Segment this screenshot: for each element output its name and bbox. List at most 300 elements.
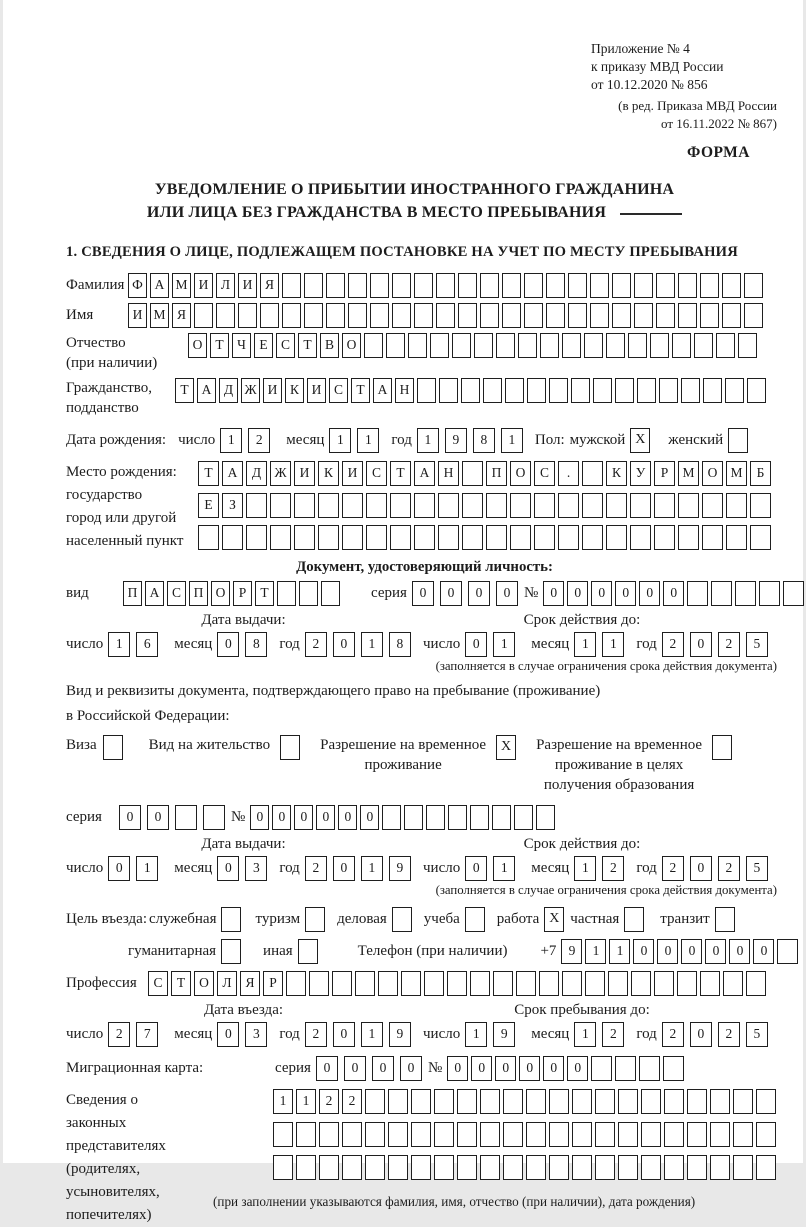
- char-cell[interactable]: 0: [217, 856, 239, 881]
- char-cell[interactable]: 1: [574, 1022, 596, 1047]
- female-checkbox[interactable]: [728, 428, 748, 453]
- char-cell[interactable]: С: [167, 581, 186, 606]
- char-cell[interactable]: [526, 1122, 546, 1147]
- char-cell[interactable]: [411, 1089, 431, 1114]
- char-cell[interactable]: У: [630, 461, 651, 486]
- char-cell[interactable]: [664, 1122, 684, 1147]
- char-cell[interactable]: [687, 581, 708, 606]
- char-cell[interactable]: [318, 493, 339, 518]
- char-cell[interactable]: [590, 273, 609, 298]
- char-cell[interactable]: С: [366, 461, 387, 486]
- purpose-transit-checkbox[interactable]: [715, 907, 735, 932]
- char-cell[interactable]: [486, 525, 507, 550]
- char-cell[interactable]: 1: [465, 1022, 487, 1047]
- char-cell[interactable]: Ф: [128, 273, 147, 298]
- char-cell[interactable]: 2: [718, 856, 740, 881]
- char-cell[interactable]: [461, 378, 480, 403]
- char-cell[interactable]: [260, 303, 279, 328]
- char-cell[interactable]: [382, 805, 401, 830]
- char-cell[interactable]: Л: [217, 971, 237, 996]
- char-cell[interactable]: 1: [136, 856, 158, 881]
- char-cell[interactable]: [496, 333, 515, 358]
- char-cell[interactable]: [273, 1122, 293, 1147]
- char-cell[interactable]: [222, 525, 243, 550]
- purpose-business-checkbox[interactable]: [392, 907, 412, 932]
- char-cell[interactable]: 8: [245, 632, 267, 657]
- char-cell[interactable]: [392, 273, 411, 298]
- char-cell[interactable]: [483, 378, 502, 403]
- char-cell[interactable]: [401, 971, 421, 996]
- char-cell[interactable]: [458, 273, 477, 298]
- char-cell[interactable]: 0: [690, 1022, 712, 1047]
- char-cell[interactable]: Е: [254, 333, 273, 358]
- char-cell[interactable]: [634, 303, 653, 328]
- char-cell[interactable]: К: [285, 378, 304, 403]
- char-cell[interactable]: 9: [445, 428, 467, 453]
- char-cell[interactable]: Н: [438, 461, 459, 486]
- char-cell[interactable]: [417, 378, 436, 403]
- char-cell[interactable]: 0: [729, 939, 750, 964]
- char-cell[interactable]: [733, 1122, 753, 1147]
- char-cell[interactable]: [434, 1155, 454, 1180]
- char-cell[interactable]: 0: [496, 581, 518, 606]
- char-cell[interactable]: В: [320, 333, 339, 358]
- char-cell[interactable]: [549, 1155, 569, 1180]
- char-cell[interactable]: [175, 805, 197, 830]
- char-cell[interactable]: [388, 1089, 408, 1114]
- char-cell[interactable]: 0: [615, 581, 636, 606]
- char-cell[interactable]: К: [606, 461, 627, 486]
- char-cell[interactable]: М: [678, 461, 699, 486]
- char-cell[interactable]: [462, 493, 483, 518]
- char-cell[interactable]: 0: [333, 632, 355, 657]
- char-cell[interactable]: 0: [639, 581, 660, 606]
- char-cell[interactable]: М: [172, 273, 191, 298]
- char-cell[interactable]: [738, 333, 757, 358]
- char-cell[interactable]: 0: [705, 939, 726, 964]
- char-cell[interactable]: [458, 303, 477, 328]
- char-cell[interactable]: 7: [136, 1022, 158, 1047]
- char-cell[interactable]: [198, 525, 219, 550]
- char-cell[interactable]: Ж: [241, 378, 260, 403]
- char-cell[interactable]: [216, 303, 235, 328]
- char-cell[interactable]: [524, 303, 543, 328]
- char-cell[interactable]: [630, 493, 651, 518]
- char-cell[interactable]: [434, 1122, 454, 1147]
- char-cell[interactable]: Л: [216, 273, 235, 298]
- char-cell[interactable]: 2: [662, 632, 684, 657]
- char-cell[interactable]: [549, 1089, 569, 1114]
- char-cell[interactable]: О: [510, 461, 531, 486]
- char-cell[interactable]: 2: [718, 632, 740, 657]
- purpose-humanitarian-checkbox[interactable]: [221, 939, 241, 964]
- char-cell[interactable]: 0: [147, 805, 169, 830]
- char-cell[interactable]: 1: [574, 632, 596, 657]
- char-cell[interactable]: 1: [609, 939, 630, 964]
- char-cell[interactable]: [492, 805, 511, 830]
- char-cell[interactable]: [572, 1122, 592, 1147]
- char-cell[interactable]: Ч: [232, 333, 251, 358]
- char-cell[interactable]: [630, 525, 651, 550]
- char-cell[interactable]: Я: [240, 971, 260, 996]
- char-cell[interactable]: 1: [501, 428, 523, 453]
- char-cell[interactable]: [735, 581, 756, 606]
- char-cell[interactable]: 5: [746, 856, 768, 881]
- char-cell[interactable]: 2: [305, 1022, 327, 1047]
- char-cell[interactable]: [294, 525, 315, 550]
- temp-residence-checkbox[interactable]: X: [496, 735, 516, 760]
- char-cell[interactable]: [725, 378, 744, 403]
- char-cell[interactable]: [408, 333, 427, 358]
- char-cell[interactable]: [321, 581, 340, 606]
- char-cell[interactable]: [572, 1089, 592, 1114]
- char-cell[interactable]: [386, 333, 405, 358]
- purpose-private-checkbox[interactable]: [624, 907, 644, 932]
- char-cell[interactable]: [585, 971, 605, 996]
- char-cell[interactable]: [618, 1089, 638, 1114]
- char-cell[interactable]: П: [123, 581, 142, 606]
- char-cell[interactable]: [584, 333, 603, 358]
- char-cell[interactable]: [527, 378, 546, 403]
- char-cell[interactable]: [510, 493, 531, 518]
- char-cell[interactable]: 0: [543, 581, 564, 606]
- char-cell[interactable]: 2: [108, 1022, 130, 1047]
- char-cell[interactable]: Я: [260, 273, 279, 298]
- char-cell[interactable]: К: [318, 461, 339, 486]
- char-cell[interactable]: 0: [657, 939, 678, 964]
- char-cell[interactable]: С: [148, 971, 168, 996]
- char-cell[interactable]: [534, 525, 555, 550]
- char-cell[interactable]: [756, 1122, 776, 1147]
- char-cell[interactable]: [733, 1089, 753, 1114]
- char-cell[interactable]: [678, 493, 699, 518]
- char-cell[interactable]: [436, 273, 455, 298]
- char-cell[interactable]: 1: [273, 1089, 293, 1114]
- char-cell[interactable]: 0: [108, 856, 130, 881]
- char-cell[interactable]: [493, 971, 513, 996]
- char-cell[interactable]: А: [150, 273, 169, 298]
- char-cell[interactable]: [414, 525, 435, 550]
- char-cell[interactable]: [664, 1089, 684, 1114]
- char-cell[interactable]: И: [128, 303, 147, 328]
- char-cell[interactable]: [672, 333, 691, 358]
- char-cell[interactable]: 0: [465, 856, 487, 881]
- char-cell[interactable]: [342, 493, 363, 518]
- char-cell[interactable]: А: [373, 378, 392, 403]
- char-cell[interactable]: [246, 525, 267, 550]
- char-cell[interactable]: 0: [690, 856, 712, 881]
- char-cell[interactable]: 1: [493, 632, 515, 657]
- char-cell[interactable]: [439, 378, 458, 403]
- char-cell[interactable]: П: [486, 461, 507, 486]
- char-cell[interactable]: 0: [543, 1056, 564, 1081]
- purpose-tourism-checkbox[interactable]: [305, 907, 325, 932]
- char-cell[interactable]: 0: [360, 805, 379, 830]
- char-cell[interactable]: 1: [574, 856, 596, 881]
- char-cell[interactable]: [430, 333, 449, 358]
- char-cell[interactable]: 9: [389, 1022, 411, 1047]
- char-cell[interactable]: [702, 493, 723, 518]
- char-cell[interactable]: [678, 273, 697, 298]
- char-cell[interactable]: 2: [602, 856, 624, 881]
- char-cell[interactable]: [639, 1056, 660, 1081]
- char-cell[interactable]: [628, 333, 647, 358]
- char-cell[interactable]: Д: [246, 461, 267, 486]
- char-cell[interactable]: 9: [389, 856, 411, 881]
- char-cell[interactable]: [470, 805, 489, 830]
- char-cell[interactable]: [702, 525, 723, 550]
- char-cell[interactable]: [524, 273, 543, 298]
- char-cell[interactable]: 8: [389, 632, 411, 657]
- char-cell[interactable]: Т: [175, 378, 194, 403]
- char-cell[interactable]: [510, 525, 531, 550]
- char-cell[interactable]: 2: [248, 428, 270, 453]
- char-cell[interactable]: [414, 493, 435, 518]
- char-cell[interactable]: [447, 971, 467, 996]
- char-cell[interactable]: Т: [171, 971, 191, 996]
- char-cell[interactable]: [606, 333, 625, 358]
- char-cell[interactable]: [608, 971, 628, 996]
- char-cell[interactable]: [390, 493, 411, 518]
- char-cell[interactable]: [777, 939, 798, 964]
- char-cell[interactable]: [641, 1122, 661, 1147]
- char-cell[interactable]: [436, 303, 455, 328]
- char-cell[interactable]: 2: [305, 632, 327, 657]
- char-cell[interactable]: [426, 805, 445, 830]
- char-cell[interactable]: [294, 493, 315, 518]
- char-cell[interactable]: [273, 1155, 293, 1180]
- char-cell[interactable]: [365, 1089, 385, 1114]
- char-cell[interactable]: [503, 1122, 523, 1147]
- char-cell[interactable]: [326, 273, 345, 298]
- char-cell[interactable]: И: [307, 378, 326, 403]
- char-cell[interactable]: [710, 1122, 730, 1147]
- char-cell[interactable]: [750, 493, 771, 518]
- char-cell[interactable]: 3: [245, 856, 267, 881]
- char-cell[interactable]: [319, 1122, 339, 1147]
- char-cell[interactable]: [687, 1155, 707, 1180]
- char-cell[interactable]: [710, 1089, 730, 1114]
- char-cell[interactable]: [503, 1155, 523, 1180]
- char-cell[interactable]: [411, 1155, 431, 1180]
- char-cell[interactable]: 3: [245, 1022, 267, 1047]
- char-cell[interactable]: Т: [390, 461, 411, 486]
- char-cell[interactable]: [634, 273, 653, 298]
- char-cell[interactable]: [663, 1056, 684, 1081]
- char-cell[interactable]: [370, 303, 389, 328]
- char-cell[interactable]: А: [145, 581, 164, 606]
- char-cell[interactable]: [654, 971, 674, 996]
- char-cell[interactable]: [744, 303, 763, 328]
- char-cell[interactable]: 0: [468, 581, 490, 606]
- char-cell[interactable]: [637, 378, 656, 403]
- char-cell[interactable]: [299, 581, 318, 606]
- char-cell[interactable]: О: [702, 461, 723, 486]
- char-cell[interactable]: Н: [395, 378, 414, 403]
- char-cell[interactable]: [582, 525, 603, 550]
- char-cell[interactable]: И: [342, 461, 363, 486]
- char-cell[interactable]: 1: [361, 1022, 383, 1047]
- char-cell[interactable]: 0: [412, 581, 434, 606]
- char-cell[interactable]: Т: [198, 461, 219, 486]
- char-cell[interactable]: [246, 493, 267, 518]
- char-cell[interactable]: [526, 1089, 546, 1114]
- char-cell[interactable]: 0: [344, 1056, 366, 1081]
- char-cell[interactable]: [747, 378, 766, 403]
- char-cell[interactable]: 5: [746, 1022, 768, 1047]
- char-cell[interactable]: [480, 1155, 500, 1180]
- char-cell[interactable]: [546, 273, 565, 298]
- char-cell[interactable]: [518, 333, 537, 358]
- char-cell[interactable]: Т: [351, 378, 370, 403]
- char-cell[interactable]: [348, 303, 367, 328]
- residence-permit-checkbox[interactable]: [280, 735, 300, 760]
- char-cell[interactable]: А: [197, 378, 216, 403]
- char-cell[interactable]: [438, 493, 459, 518]
- char-cell[interactable]: [568, 273, 587, 298]
- char-cell[interactable]: [656, 303, 675, 328]
- char-cell[interactable]: И: [263, 378, 282, 403]
- char-cell[interactable]: [539, 971, 559, 996]
- char-cell[interactable]: 0: [316, 805, 335, 830]
- char-cell[interactable]: Т: [255, 581, 274, 606]
- char-cell[interactable]: О: [188, 333, 207, 358]
- char-cell[interactable]: [364, 333, 383, 358]
- char-cell[interactable]: [388, 1122, 408, 1147]
- char-cell[interactable]: [759, 581, 780, 606]
- char-cell[interactable]: [282, 273, 301, 298]
- char-cell[interactable]: [733, 1155, 753, 1180]
- char-cell[interactable]: 0: [681, 939, 702, 964]
- char-cell[interactable]: 0: [567, 581, 588, 606]
- char-cell[interactable]: [631, 971, 651, 996]
- char-cell[interactable]: [726, 525, 747, 550]
- char-cell[interactable]: [681, 378, 700, 403]
- char-cell[interactable]: 0: [372, 1056, 394, 1081]
- char-cell[interactable]: Д: [219, 378, 238, 403]
- char-cell[interactable]: [480, 1089, 500, 1114]
- char-cell[interactable]: [203, 805, 225, 830]
- char-cell[interactable]: 0: [663, 581, 684, 606]
- char-cell[interactable]: [270, 493, 291, 518]
- char-cell[interactable]: [700, 303, 719, 328]
- char-cell[interactable]: [424, 971, 444, 996]
- char-cell[interactable]: О: [342, 333, 361, 358]
- char-cell[interactable]: [448, 805, 467, 830]
- char-cell[interactable]: [687, 1089, 707, 1114]
- char-cell[interactable]: [365, 1155, 385, 1180]
- char-cell[interactable]: [486, 493, 507, 518]
- char-cell[interactable]: 0: [217, 1022, 239, 1047]
- char-cell[interactable]: 1: [361, 856, 383, 881]
- char-cell[interactable]: [370, 273, 389, 298]
- char-cell[interactable]: 0: [753, 939, 774, 964]
- char-cell[interactable]: [277, 581, 296, 606]
- char-cell[interactable]: [677, 971, 697, 996]
- char-cell[interactable]: [562, 333, 581, 358]
- char-cell[interactable]: 0: [316, 1056, 338, 1081]
- char-cell[interactable]: [457, 1089, 477, 1114]
- temp-residence-edu-checkbox[interactable]: [712, 735, 732, 760]
- char-cell[interactable]: Р: [654, 461, 675, 486]
- char-cell[interactable]: [571, 378, 590, 403]
- char-cell[interactable]: [342, 525, 363, 550]
- char-cell[interactable]: Ж: [270, 461, 291, 486]
- char-cell[interactable]: 2: [342, 1089, 362, 1114]
- char-cell[interactable]: [462, 525, 483, 550]
- char-cell[interactable]: [452, 333, 471, 358]
- char-cell[interactable]: [526, 1155, 546, 1180]
- char-cell[interactable]: М: [150, 303, 169, 328]
- char-cell[interactable]: И: [194, 273, 213, 298]
- char-cell[interactable]: [726, 493, 747, 518]
- char-cell[interactable]: 0: [465, 632, 487, 657]
- char-cell[interactable]: [462, 461, 483, 486]
- purpose-study-checkbox[interactable]: [465, 907, 485, 932]
- char-cell[interactable]: [378, 971, 398, 996]
- char-cell[interactable]: [502, 303, 521, 328]
- char-cell[interactable]: [388, 1155, 408, 1180]
- purpose-work-checkbox[interactable]: X: [544, 907, 564, 932]
- char-cell[interactable]: 1: [417, 428, 439, 453]
- char-cell[interactable]: [722, 303, 741, 328]
- char-cell[interactable]: 0: [495, 1056, 516, 1081]
- char-cell[interactable]: [756, 1089, 776, 1114]
- char-cell[interactable]: [591, 1056, 612, 1081]
- char-cell[interactable]: [641, 1089, 661, 1114]
- char-cell[interactable]: [438, 525, 459, 550]
- char-cell[interactable]: [411, 1122, 431, 1147]
- char-cell[interactable]: Р: [263, 971, 283, 996]
- char-cell[interactable]: И: [294, 461, 315, 486]
- char-cell[interactable]: П: [189, 581, 208, 606]
- char-cell[interactable]: [549, 1122, 569, 1147]
- char-cell[interactable]: [678, 525, 699, 550]
- char-cell[interactable]: [558, 525, 579, 550]
- char-cell[interactable]: [194, 303, 213, 328]
- char-cell[interactable]: .: [558, 461, 579, 486]
- char-cell[interactable]: [656, 273, 675, 298]
- char-cell[interactable]: [568, 303, 587, 328]
- char-cell[interactable]: [540, 333, 559, 358]
- char-cell[interactable]: 2: [319, 1089, 339, 1114]
- char-cell[interactable]: [723, 971, 743, 996]
- char-cell[interactable]: [474, 333, 493, 358]
- char-cell[interactable]: 0: [217, 632, 239, 657]
- char-cell[interactable]: 0: [294, 805, 313, 830]
- char-cell[interactable]: [304, 303, 323, 328]
- char-cell[interactable]: [595, 1089, 615, 1114]
- char-cell[interactable]: [615, 1056, 636, 1081]
- char-cell[interactable]: [470, 971, 490, 996]
- char-cell[interactable]: [595, 1155, 615, 1180]
- char-cell[interactable]: [606, 493, 627, 518]
- char-cell[interactable]: А: [414, 461, 435, 486]
- char-cell[interactable]: Р: [233, 581, 252, 606]
- char-cell[interactable]: [783, 581, 804, 606]
- char-cell[interactable]: [480, 303, 499, 328]
- char-cell[interactable]: [390, 525, 411, 550]
- char-cell[interactable]: [457, 1155, 477, 1180]
- char-cell[interactable]: 0: [633, 939, 654, 964]
- char-cell[interactable]: [480, 1122, 500, 1147]
- char-cell[interactable]: [536, 805, 555, 830]
- char-cell[interactable]: [516, 971, 536, 996]
- char-cell[interactable]: 0: [400, 1056, 422, 1081]
- char-cell[interactable]: [366, 525, 387, 550]
- char-cell[interactable]: 1: [296, 1089, 316, 1114]
- char-cell[interactable]: Я: [172, 303, 191, 328]
